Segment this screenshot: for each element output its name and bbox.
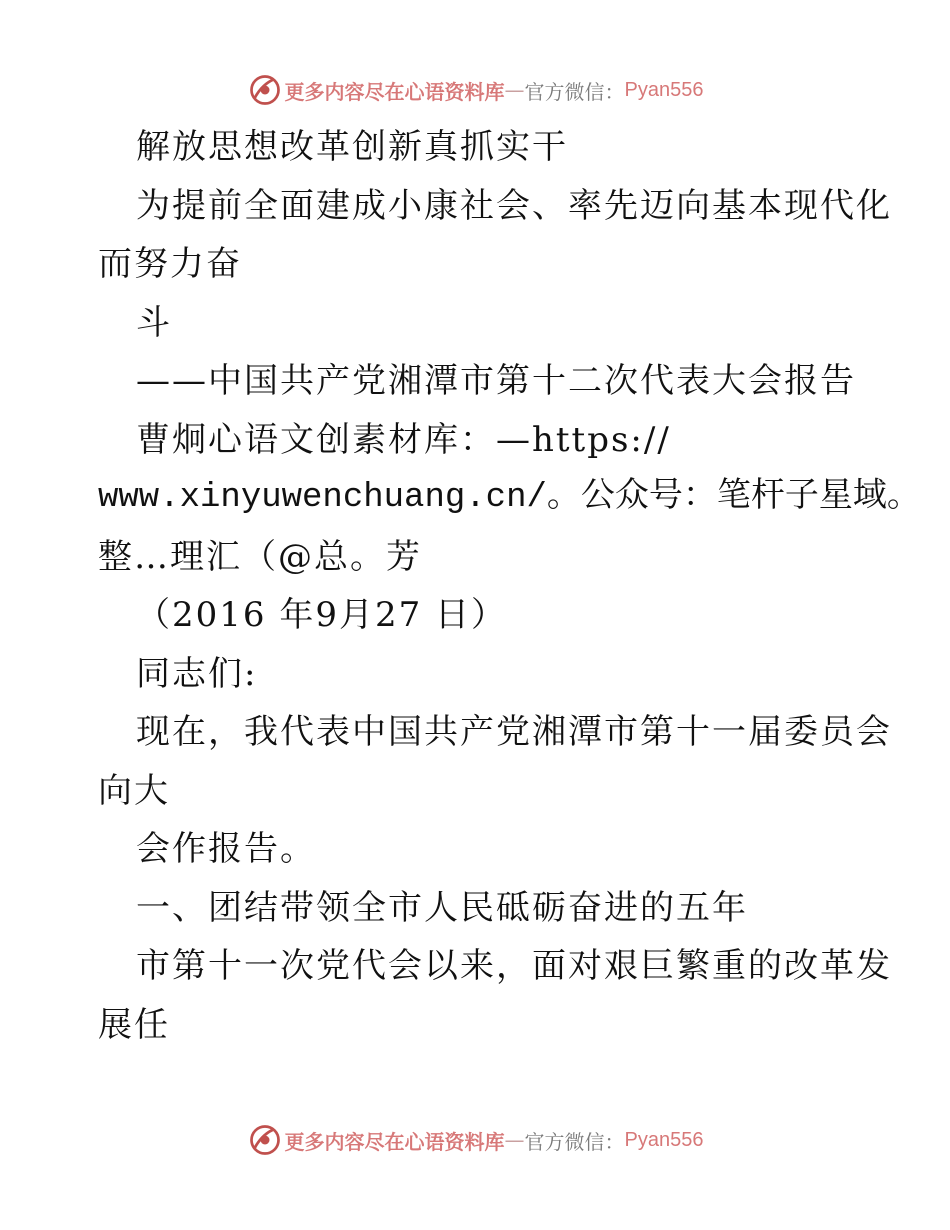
- doc-paragraph-line: 展任: [98, 1004, 170, 1045]
- doc-subtitle-line: 为提前全面建成小康社会、率先迈向基本现代化: [136, 185, 892, 226]
- doc-greeting-line: 同志们:: [136, 653, 258, 694]
- doc-title-line: 解放思想改革创新真抓实干: [136, 127, 568, 167]
- doc-subtitle-line: 斗: [136, 302, 172, 343]
- banner-wechat-id: Pyan556: [624, 1128, 704, 1151]
- banner-wechat-id: Pyan556: [624, 78, 704, 101]
- doc-report-line: ——中国共产党湘潭市第十二次代表大会报告: [136, 361, 856, 401]
- doc-source-line: 曹炯心语文创素材库：—https://: [136, 419, 671, 460]
- doc-paragraph-line: 市第十一次党代会以来，面对艰巨繁重的改革发: [136, 946, 892, 986]
- doc-paragraph-line: 会作报告。: [136, 829, 316, 869]
- brand-logo-icon: [247, 72, 283, 108]
- doc-source-url-line: www.xinyuwenchuang.cn/。公众号：笔杆子星域。: [98, 479, 921, 517]
- banner-wechat-label: 官方微信：: [524, 79, 625, 104]
- doc-paragraph-line: 现在，我代表中国共产党湘潭市第十一届委员会: [136, 712, 892, 752]
- header-banner: [0, 70, 950, 110]
- banner-separator: —: [504, 78, 525, 102]
- doc-date-line: （2016 年9月27 日）: [136, 595, 508, 635]
- doc-section-heading: 一、团结带领全市人民砥砺奋进的五年: [136, 887, 748, 928]
- doc-paragraph-line: 向大: [98, 770, 170, 811]
- doc-subtitle-line: 而努力奋: [98, 244, 242, 284]
- footer-banner: [0, 1120, 950, 1160]
- document-body: [98, 118, 921, 1054]
- doc-source-line: 整…理汇（@总。芳: [98, 536, 422, 577]
- banner-wechat-label: 官方微信：: [524, 1129, 625, 1154]
- brand-logo-icon: [247, 1122, 283, 1158]
- banner-separator: —: [504, 1128, 525, 1152]
- banner-main-text: 更多内容尽在心语资料库: [284, 79, 505, 104]
- banner-main-text: 更多内容尽在心语资料库: [284, 1129, 505, 1154]
